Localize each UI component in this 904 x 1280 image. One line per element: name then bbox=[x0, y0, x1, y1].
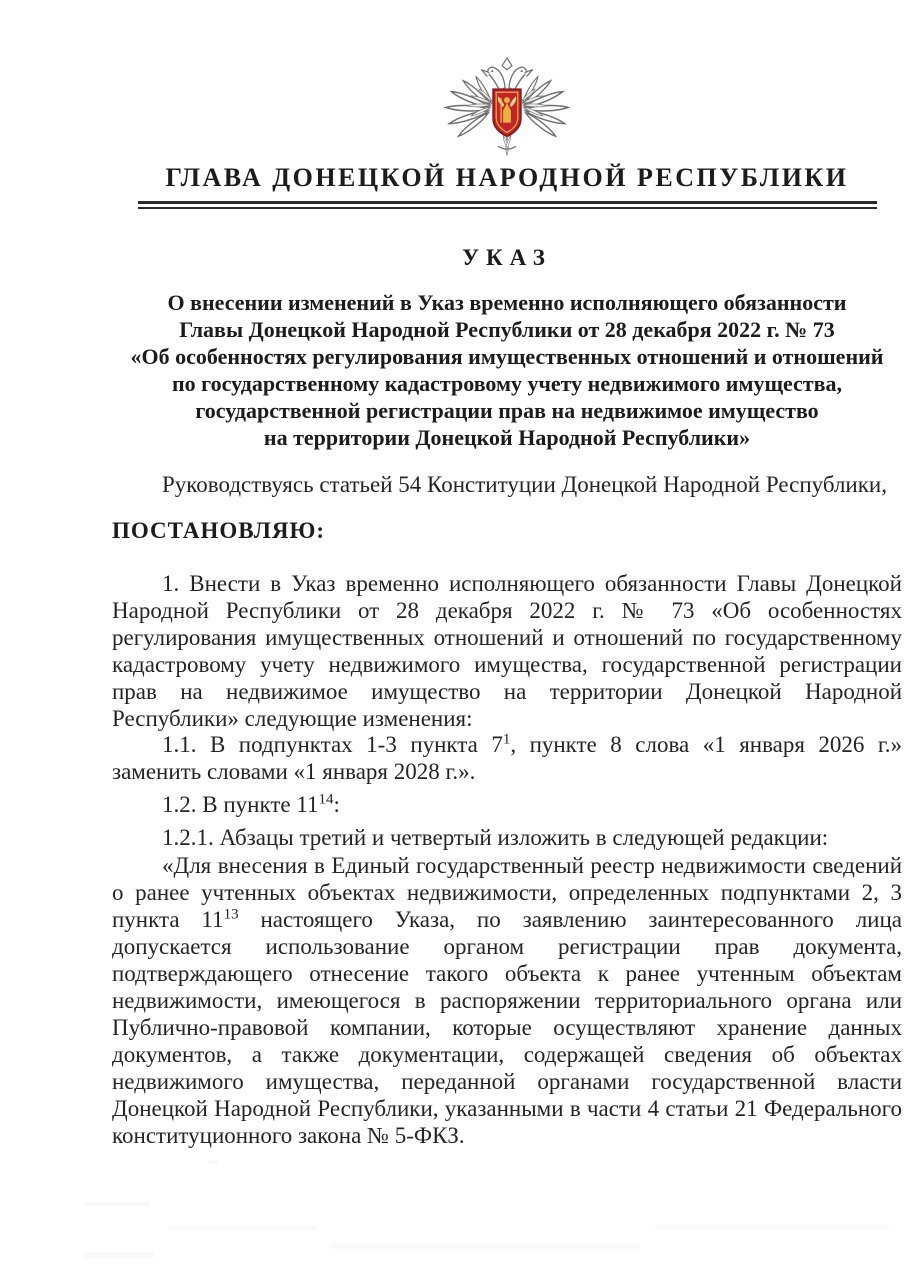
scan-artifact bbox=[650, 1225, 890, 1229]
scan-artifact bbox=[84, 1202, 150, 1206]
document-title-line: на территории Донецкой Народной Республики» bbox=[263, 425, 751, 450]
document-type-title: УКАЗ bbox=[462, 245, 552, 270]
document-title bbox=[112, 289, 902, 451]
paragraph-1: 1. Внести в Указ временно исполняющего обязанности Главы Донецкой Народной Республики от 28 декабря 2022 г. № 73 «Об особенностях регулирования имущественных отношений и отношений по государственному кадастровому учету недвижимого имущества, государственной регистрации прав на недвижимое имущество на территории Донецкой Народной Республики» следующие изменения: bbox=[112, 571, 902, 731]
paragraph-1-2: 1.2. В пункте $11^{14}$: bbox=[162, 791, 340, 817]
authority-title: ГЛАВА ДОНЕЦКОЙ НАРОДНОЙ РЕСПУБЛИКИ bbox=[165, 163, 849, 192]
paragraph-1-1: 1.1. В подпунктах 1-3 пункта $7^1$, пункте 8 слова «1 января 2026 г.» заменить словами «1 января 2028 г.». bbox=[112, 731, 902, 784]
document-title-line: О внесении изменений в Указ временно исполняющего обязанности bbox=[167, 290, 847, 315]
paragraph-1-2-1: 1.2.1. Абзацы третий и четвертый изложить в следующей редакции: bbox=[162, 825, 829, 850]
resolution-word: ПОСТАНОВЛЯЮ: bbox=[112, 518, 326, 543]
document-title-line: по государственному кадастровому учету недвижимого имущества, bbox=[171, 371, 842, 396]
preamble-paragraph: Руководствуясь статьей 54 Конституции Донецкой Народной Республики, bbox=[162, 472, 887, 497]
paragraph-quote: «Для внесения в Единый государственный реестр недвижимости сведений о ранее учтенных объектах недвижимости, определенных подпунктами 2, 3 пункта $11^{13}$ настоящего Указа, по заявлению заинтересованного лица допускается использование органом регистрации прав документа, подтверждающего отнесение такого объекта к ранее учтенным объектам недвижимости, имеющегося в распоряжении территориального органа или Публично-правовой компании, которые осуществляют хранение данных документов, а также документации, содержащей сведения об объектах недвижимого имущества, переданной органами государственной власти Донецкой Народной Республики, указанными в части 4 статьи 21 Федерального конституционного закона № 5-ФКЗ. bbox=[112, 853, 902, 1148]
header-double-rule bbox=[138, 201, 877, 209]
scan-artifact bbox=[84, 1252, 154, 1258]
document-title-line: «Об особенностях регулирования имущественных отношений и отношений bbox=[130, 344, 884, 369]
document-title-line: государственной регистрации прав на недвижимое имущество bbox=[195, 398, 819, 423]
document-title-line: Главы Донецкой Народной Республики от 28 декабря 2022 г. № 73 bbox=[179, 317, 835, 342]
coat-of-arms-icon bbox=[433, 54, 581, 158]
scan-artifact bbox=[208, 1160, 218, 1164]
scan-artifact bbox=[168, 1226, 318, 1230]
scan-artifact bbox=[330, 1244, 640, 1249]
